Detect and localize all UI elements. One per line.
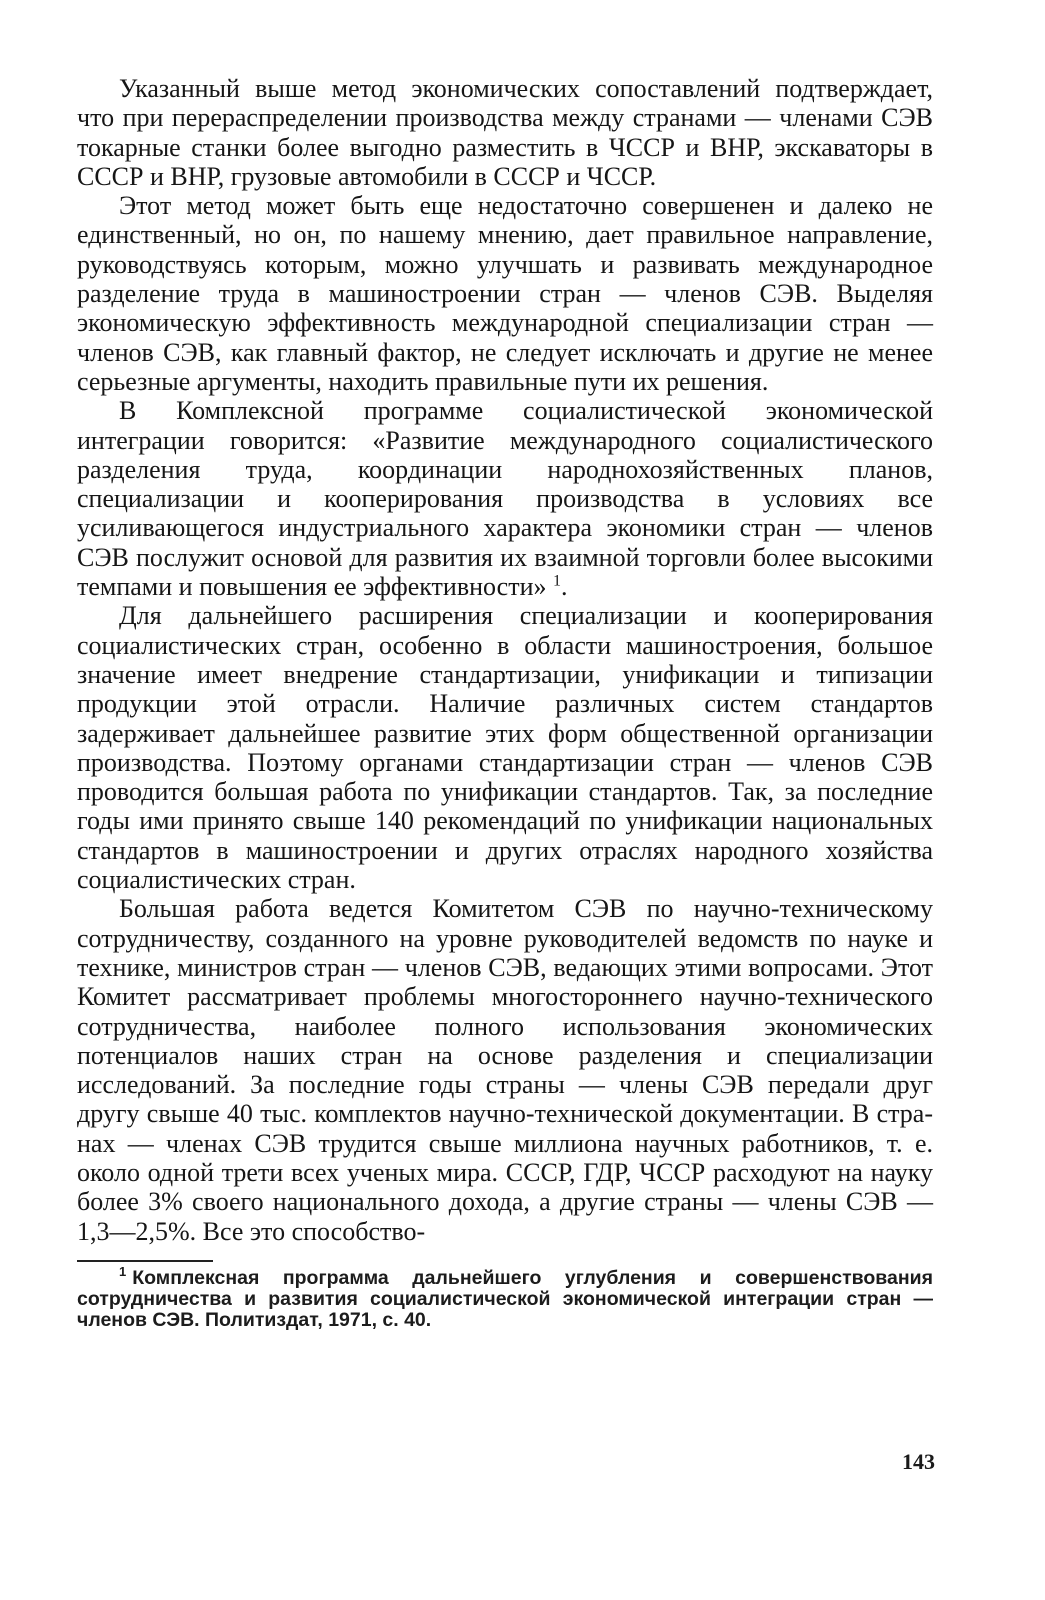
paragraph-4: Для дальнейшего расширения специализации и кооперирования социалистических стран, особенно в области машиностроения, большое значение имеет внедрение стандартизации, унификации и типизации продукции этой отрасли. Наличие различных систем стандартов задерживает дальнейшее развитие этих форм общественной организации производства. Поэтому органами стандартизации стран — членов СЭВ проводится большая работа по унификации стандартов. Так, за последние годы ими принято свыше 140 рекомендаций по унификации национальных стандартов в машиностроении и других отраслях народного хозяйства социалистических стран. [77,601,933,895]
paragraph-3 [77,396,933,601]
paragraph-2: Этот метод может быть еще недостаточно совершенен и далеко не единственный, но он, по нашему мнению, дает правильное направление, руководствуясь которым, можно улучшать и развивать международное разделение труда в машиностроении стран — членов СЭВ. Выделяя экономическую эффективность международной специализации стран — членов СЭВ, как главный фактор, не следует исключать и другие не менее серьезные аргументы, находить правильные пути их решения. [77,191,933,396]
footnote-text: Комплексная программа дальнейшего углубления и совершенствования сотрудничества и развития социалистической экономической интеграции стран — членов СЭВ. Политиздат, 1971, с. 40. [77,1266,933,1331]
paragraph-3-tail: . [561,572,568,602]
page-body [77,74,933,1331]
paragraph-5: Большая работа ведется Комитетом СЭВ по научно-техническому сотрудничеству, созданного на уровне руководителей ведомств по науке и технике, министров стран — членов СЭВ, ведающих этими вопросами. Этот Комитет рассматривает проблемы многостороннего научно-технического сотрудничества, наиболее полного использования экономических потенциалов наших стран на основе разделения и специализации исследований. За последние годы страны — члены СЭВ передали друг другу свыше 40 тыс. комплектов научно-технической документации. В странах — членах СЭВ трудится свыше миллиона научных работников, т. е. около одной трети всех ученых мира. СССР, ГДР, ЧССР расходуют на науку более 3% своего национального дохода, а другие страны — члены СЭВ — 1,3—2,5%. Все это способство- [77,894,933,1246]
footnote [77,1264,933,1331]
footnote-mark: 1 [119,1264,127,1280]
page-number: 143 [902,1449,935,1474]
footnote-divider [77,1260,213,1262]
paragraph-3-text: В Комплексной программе социалистической экономической интеграции говорится: «Развитие международного социалистического разделения труда, координации народнохозяйственных планов, специализации и кооперирования производства в условиях все усиливающегося индустриального характера экономики стран — членов СЭВ послужит основой для развития их взаимной торговли более высокими темпами и повышения ее эффективности» [77,396,933,602]
paragraph-1: Указанный выше метод экономических сопоставлений подтверждает, что при перераспределении производства между странами — членами СЭВ токарные станки более выгодно разместить в ЧССР и ВНР, экскаваторы в СССР и ВНР, грузовые автомобили в СССР и ЧССР. [77,74,933,191]
footnote-reference[interactable]: 1 [553,572,561,590]
